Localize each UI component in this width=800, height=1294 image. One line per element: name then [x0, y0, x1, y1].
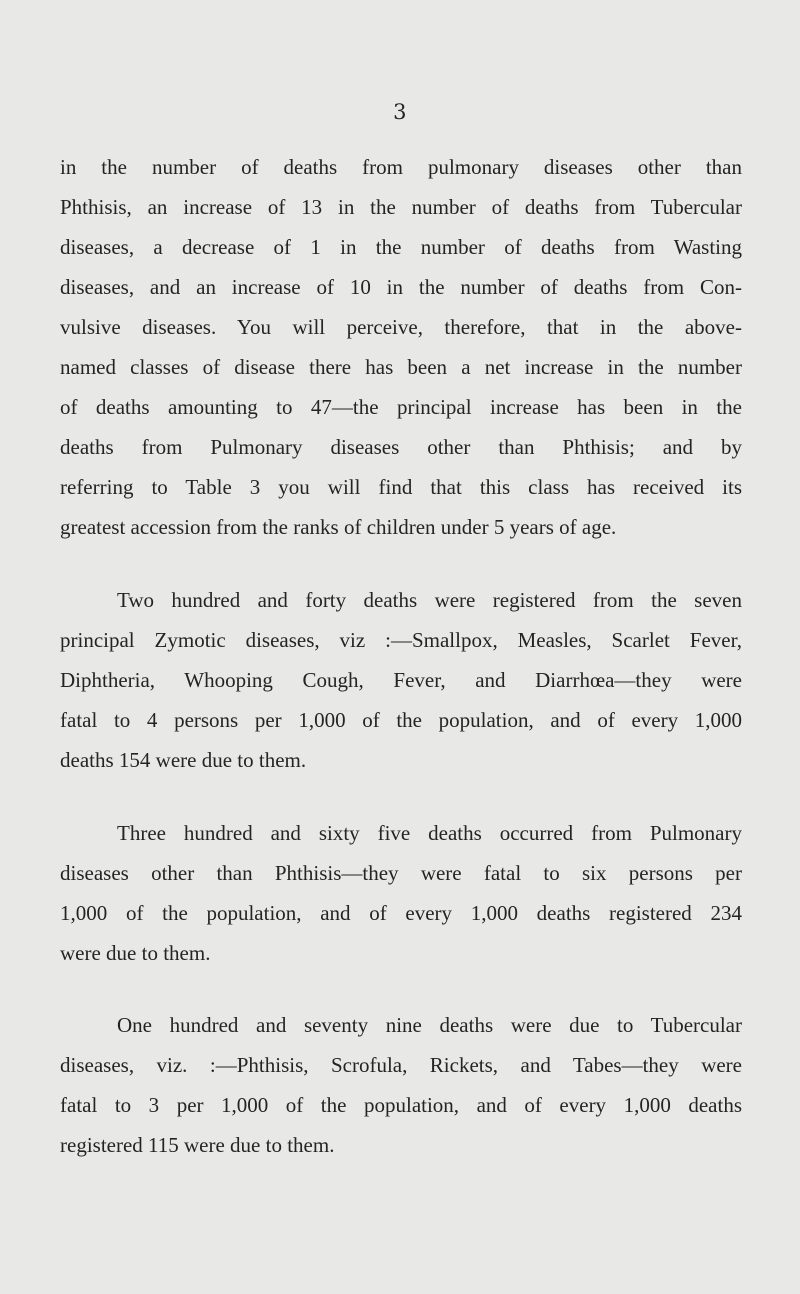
paragraph-4-line-4: registered 115 were due to them.	[60, 1133, 335, 1157]
paragraph-2-line-3: Diphtheria, Whooping Cough, Fever, and Diarrhœa—they were	[60, 668, 742, 692]
page-number: 3	[393, 100, 407, 124]
paragraph-1-line-3: diseases, a decrease of 1 in the number of deaths from Wasting	[60, 235, 742, 259]
paragraph-3-line-1: Three hundred and sixty five deaths occurred from Pulmonary	[117, 821, 742, 845]
paragraph-1-line-2: Phthisis, an increase of 13 in the number of deaths from Tubercular	[60, 195, 742, 219]
paragraph-3-line-2: diseases other than Phthisis—they were fatal to six persons per	[60, 861, 742, 885]
paragraph-1-line-10: greatest accession from the ranks of children under 5 years of age.	[60, 515, 617, 539]
paragraph-1-line-5: vulsive diseases. You will perceive, therefore, that in the above-	[60, 315, 742, 339]
paragraph-2-line-4: fatal to 4 persons per 1,000 of the population, and of every 1,000	[60, 708, 742, 732]
paragraph-4-line-3: fatal to 3 per 1,000 of the population, and of every 1,000 deaths	[60, 1093, 742, 1117]
paragraph-2-line-2: principal Zymotic diseases, viz :—Smallpox, Measles, Scarlet Fever,	[60, 628, 742, 652]
paragraph-3-line-3: 1,000 of the population, and of every 1,000 deaths registered 234	[60, 901, 742, 925]
paragraph-1-line-1: in the number of deaths from pulmonary diseases other than	[60, 155, 742, 179]
paragraph-1-line-7: of deaths amounting to 47—the principal increase has been in the	[60, 395, 742, 419]
paragraph-4-line-2: diseases, viz. :—Phthisis, Scrofula, Rickets, and Tabes—they were	[60, 1053, 742, 1077]
paragraph-3-line-4: were due to them.	[60, 941, 211, 965]
paragraph-2-line-5: deaths 154 were due to them.	[60, 748, 307, 772]
paragraph-4-line-1: One hundred and seventy nine deaths were due to Tubercular	[117, 1013, 742, 1037]
paragraph-1-line-6: named classes of disease there has been a net increase in the number	[60, 355, 742, 379]
paragraph-1-line-8: deaths from Pulmonary diseases other than Phthisis; and by	[60, 435, 742, 459]
paragraph-1-line-9: referring to Table 3 you will find that this class has received its	[60, 475, 742, 499]
paragraph-2-line-1: Two hundred and forty deaths were registered from the seven	[117, 588, 742, 612]
paragraph-1-line-4: diseases, and an increase of 10 in the number of deaths from Con-	[60, 275, 742, 299]
